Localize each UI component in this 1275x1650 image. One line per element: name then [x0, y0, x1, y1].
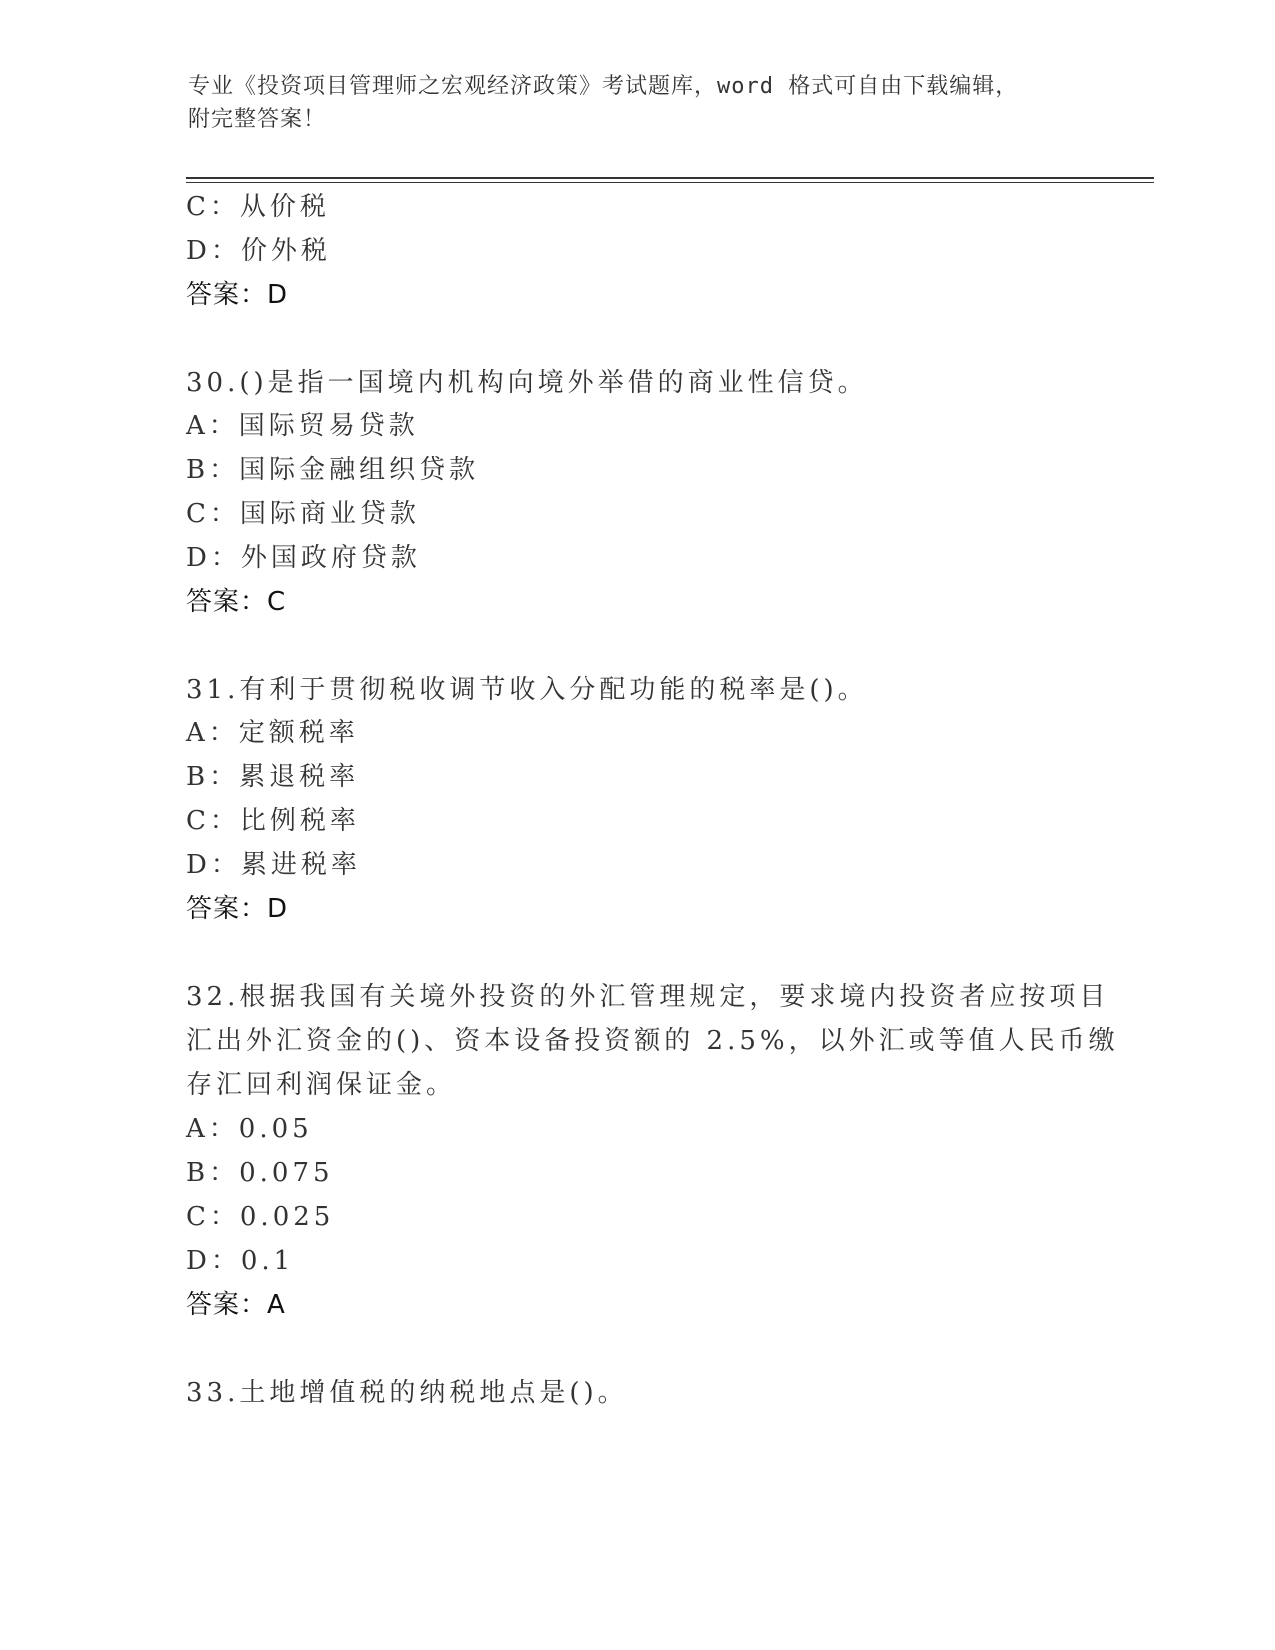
q31-option-d: D：累进税率: [186, 850, 361, 880]
q30-answer: 答案：C: [186, 587, 287, 617]
document-header: [188, 70, 1068, 136]
q32-stem-line-3: 存汇回利润保证金。: [186, 1070, 457, 1100]
prev-option-d: D：价外税: [186, 236, 331, 266]
header-divider: [186, 177, 1154, 179]
q30-option-b: B：国际金融组织贷款: [186, 455, 480, 485]
q32-answer: 答案：A: [186, 1290, 286, 1320]
q33-stem: 33.土地增值税的纳税地点是()。: [186, 1378, 628, 1408]
q32-option-b: B：0.075: [186, 1158, 334, 1188]
q31-answer: 答案：D: [186, 894, 289, 924]
q31-option-b: B：累退税率: [186, 762, 360, 792]
prev-answer: 答案：D: [186, 280, 289, 310]
q32-option-c: C：0.025: [186, 1202, 335, 1232]
q30-option-d: D：外国政府贷款: [186, 543, 421, 573]
header-line-2: 附完整答案！: [188, 107, 327, 132]
q32-option-a: A：0.05: [186, 1114, 313, 1144]
q31-option-c: C：比例税率: [186, 806, 360, 836]
q31-stem: 31.有利于贯彻税收调节收入分配功能的税率是()。: [186, 675, 868, 705]
q32-stem-line-2: 汇出外汇资金的()、资本设备投资额的 2.5%，以外汇或等值人民币缴: [186, 1026, 1119, 1056]
q30-option-a: A：国际贸易贷款: [186, 411, 419, 441]
prev-option-c: C：从价税: [186, 192, 330, 222]
header-line-1: 专业《投资项目管理师之宏观经济政策》考试题库，word 格式可自由下载编辑，: [188, 74, 1019, 99]
q32-option-d: D：0.1: [186, 1246, 295, 1276]
q32-stem-line-1: 32.根据我国有关境外投资的外汇管理规定，要求境内投资者应按项目: [186, 982, 1110, 1012]
header-divider-thin: [186, 182, 1154, 183]
q30-stem: 30.()是指一国境内机构向境外举借的商业性信贷。: [186, 368, 868, 398]
q31-option-a: A：定额税率: [186, 718, 359, 748]
q30-option-c: C：国际商业贷款: [186, 499, 420, 529]
